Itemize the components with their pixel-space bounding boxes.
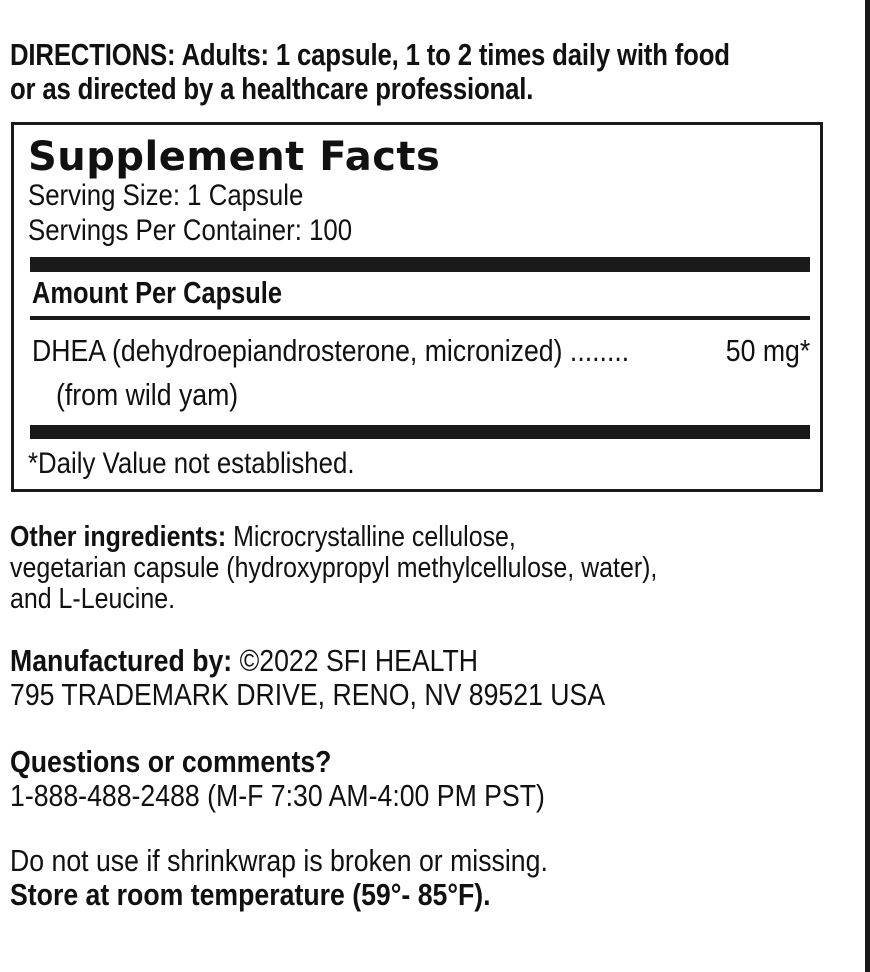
right-edge-rule — [865, 0, 870, 972]
other-ingredients-label: Other ingredients: — [10, 521, 227, 553]
contact-phone: 1-888-488-2488 (M-F 7:30 AM-4:00 PM PST) — [10, 778, 545, 813]
storage-temperature: Store at room temperature (59°- 85°F). — [10, 877, 491, 912]
other-ingredients-line-2: vegetarian capsule (hydroxypropyl methylcellulose, water), — [10, 552, 658, 584]
ingredient-amount-text: 50 mg* — [725, 333, 810, 368]
serving-size-text: Serving Size: 1 Capsule — [28, 179, 304, 212]
serving-size — [28, 179, 348, 213]
other-ingredients-line-3: and L-Leucine. — [10, 583, 176, 615]
contact-info — [10, 745, 632, 813]
other-ingredients — [10, 522, 763, 615]
amount-per-capsule-text: Amount Per Capsule — [32, 275, 283, 310]
amount-per-capsule-heading — [32, 275, 337, 311]
servings-per-container-text: Servings Per Container: 100 — [28, 214, 353, 247]
facts-thin-divider — [30, 316, 810, 320]
supplement-facts-title: Supplement Facts — [28, 134, 441, 180]
ingredient-source-text: (from wild yam) — [56, 377, 239, 412]
supplement-facts-panel — [11, 122, 823, 492]
directions — [10, 38, 870, 106]
manufacturer-label: Manufactured by: — [10, 643, 233, 678]
ingredient-source — [56, 377, 268, 413]
servings-per-container — [28, 214, 405, 248]
directions-line-1: DIRECTIONS: Adults: 1 capsule, 1 to 2 times daily with food — [10, 37, 730, 72]
ingredient-name: DHEA (dehydroepiandrosterone, micronized) ........ — [32, 333, 630, 368]
manufacturer-address: 795 TRADEMARK DRIVE, RENO, NV 89521 USA — [10, 677, 606, 712]
manufacturer-info — [10, 644, 702, 712]
ingredient-amount — [712, 333, 810, 369]
contact-label: Questions or comments? — [10, 744, 332, 779]
facts-thick-divider-top — [30, 257, 810, 272]
facts-thick-divider-bottom — [30, 425, 810, 439]
shrinkwrap-warning: Do not use if shrinkwrap is broken or missing. — [10, 843, 548, 878]
daily-value-note-text: *Daily Value not established. — [28, 447, 355, 480]
ingredient-row-dhea — [32, 333, 810, 369]
storage-info — [10, 844, 635, 912]
other-ingredients-line-1: Microcrystalline cellulose, — [226, 521, 516, 553]
daily-value-note — [28, 447, 408, 481]
directions-line-2: or as directed by a healthcare professional. — [10, 71, 534, 106]
manufacturer-name: ©2022 SFI HEALTH — [232, 643, 479, 678]
